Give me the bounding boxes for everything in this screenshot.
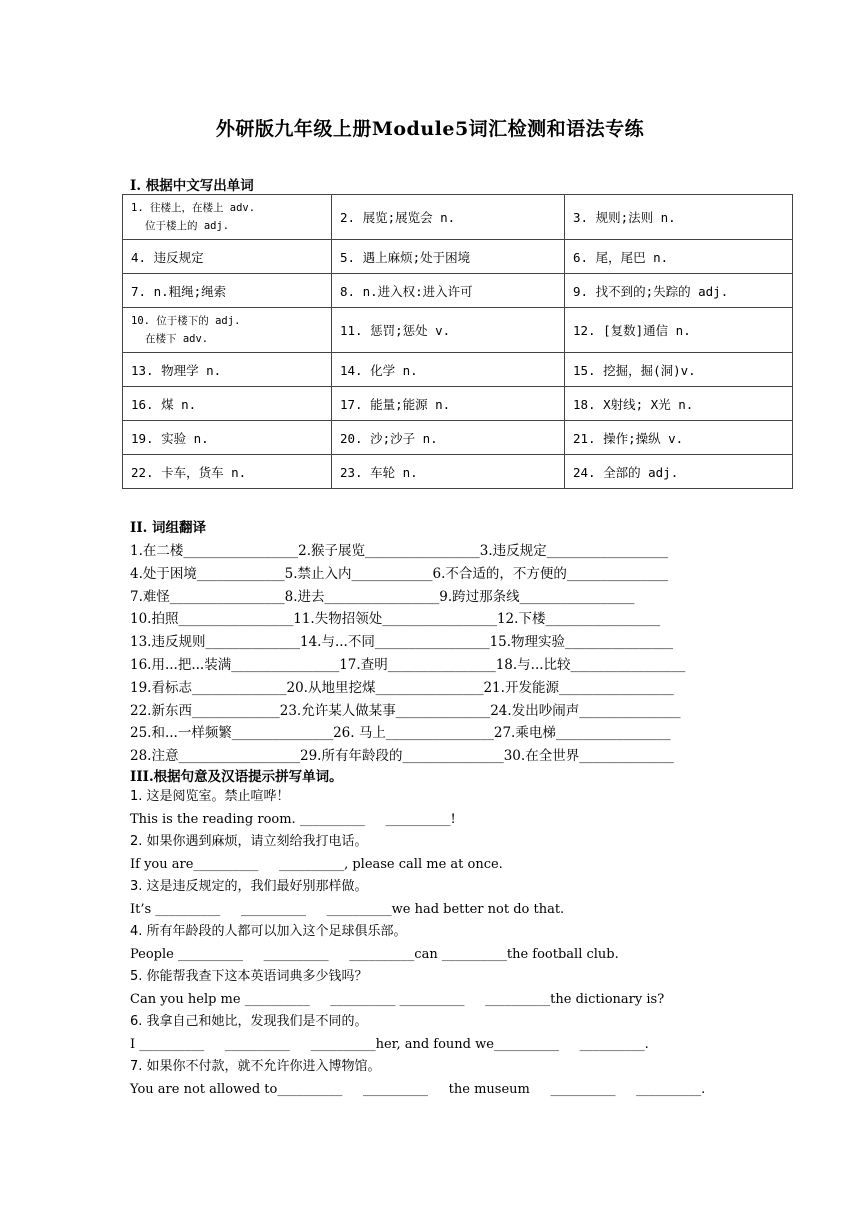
phrase-row [130, 700, 730, 723]
sentence-chinese: 5. 你能帮我查下这本英语词典多少钱吗？ [130, 969, 368, 984]
phrase-item: 27.乘电梯_________________ [493, 725, 671, 742]
vocab-cell: 2. 展览;展览会 n. [332, 195, 565, 240]
vocab-cell: 14. 化学 n. [332, 353, 565, 387]
sentence-english: People __________ __________ __________can __________the football club. [130, 946, 619, 962]
vocab-cell: 8. n.进入权:进入许可 [332, 274, 565, 308]
sentence-list [130, 786, 705, 1101]
page-title: 外研版九年级上册Module5词汇检测和语法专练 [215, 118, 645, 140]
vocab-row [123, 353, 793, 387]
phrase-item: 8.进去_________________ [284, 588, 440, 605]
sentence-chinese: 3. 这是违反规定的，我们最好别那样做。 [130, 879, 368, 894]
phrase-item: 6.不合适的，不方便的_______________ [432, 565, 669, 582]
vocab-cell: 16. 煤 n. [123, 387, 332, 421]
vocab-cell: 13. 物理学 n. [123, 353, 332, 387]
phrase-row [130, 540, 730, 563]
section-1-heading: I. 根据中文写出单词 [130, 178, 254, 194]
vocab-cell: 7. n.粗绳;绳索 [123, 274, 332, 308]
sentence-english: Can you help me __________ __________ __________ __________the dictionary is? [130, 991, 665, 1007]
phrase-row [130, 586, 730, 609]
sentence-english: I __________ __________ __________her, and found we__________ __________. [130, 1036, 649, 1052]
phrase-list [130, 540, 730, 768]
phrase-item: 20.从地里挖煤________________ [286, 679, 484, 696]
sentence-chinese: 4. 所有年龄段的人都可以加入这个足球俱乐部。 [130, 924, 407, 939]
section-3-heading: III.根据句意及汉语提示拼写单词。 [130, 769, 343, 785]
phrase-row [130, 563, 730, 586]
vocab-cell: 12. [复数]通信 n. [565, 308, 793, 353]
vocab-cell: 22. 卡车，货车 n. [123, 455, 332, 489]
vocab-cell: 18. X射线; X光 n. [565, 387, 793, 421]
phrase-item: 2.猴子展览_________________ [298, 543, 480, 559]
sentence-english: If you are__________ __________, please call me at once. [130, 856, 503, 872]
sentence-english: It’s __________ __________ __________we had better not do that. [130, 901, 565, 917]
vocab-row [123, 387, 793, 421]
vocab-cell: 24. 全部的 adj. [565, 455, 793, 489]
phrase-item: 12.下楼_________________ [496, 611, 661, 628]
vocab-row [123, 421, 793, 455]
phrase-item: 17.查明________________ [339, 656, 496, 673]
phrase-item: 30.在全世界______________ [503, 748, 674, 765]
sentence-chinese: 1. 这是阅览室。禁止喧哗！ [130, 789, 290, 804]
phrase-item: 26. 马上________________ [333, 725, 494, 742]
phrase-item: 14.与...不同_________________ [299, 634, 490, 651]
phrase-item: 18.与...比较_________________ [495, 656, 686, 673]
vocab-cell: 11. 惩罚;惩处 v. [332, 308, 565, 353]
sentence-english: You are not allowed to__________ __________ the museum __________ __________. [130, 1081, 706, 1097]
phrase-row [130, 631, 730, 654]
phrase-row [130, 608, 730, 631]
phrase-item: 1.在二楼_________________ [130, 543, 299, 559]
sentence-chinese: 7. 如果你不付款，就不允许你进入博物馆。 [130, 1059, 381, 1074]
phrase-item: 29.所有年龄段的_______________ [299, 748, 504, 765]
vocab-cell-line: 1. 往楼上，在楼上 adv. [131, 202, 256, 214]
section-2-heading: II. 词组翻译 [130, 520, 207, 536]
vocab-cell [123, 308, 332, 353]
vocab-cell: 3. 规则;法则 n. [565, 195, 793, 240]
vocab-row [123, 274, 793, 308]
sentence-chinese: 2. 如果你遇到麻烦，请立刻给我打电话。 [130, 834, 368, 849]
phrase-row [130, 722, 730, 745]
phrase-item: 4.处于困境_____________ [130, 565, 285, 582]
vocab-cell: 6. 尾，尾巴 n. [565, 240, 793, 274]
vocab-cell: 9. 找不到的;失踪的 adj. [565, 274, 793, 308]
phrase-item: 28.注意__________________ [130, 748, 300, 765]
phrase-item: 5.禁止入内____________ [284, 565, 433, 582]
vocab-table [122, 194, 793, 489]
vocab-cell-line: 位于楼上的 adj. [145, 220, 230, 232]
vocab-cell [123, 195, 332, 240]
phrase-item: 21.开发能源_________________ [483, 679, 674, 696]
phrase-item: 16.用...把...装满________________ [130, 656, 340, 673]
phrase-row [130, 677, 730, 700]
vocab-cell: 5. 遇上麻烦;处于困境 [332, 240, 565, 274]
phrase-row [130, 654, 730, 677]
vocab-cell: 19. 实验 n. [123, 421, 332, 455]
phrase-item: 24.发出吵闹声_______________ [490, 702, 681, 719]
vocab-cell: 23. 车轮 n. [332, 455, 565, 489]
phrase-item: 22.新东西_____________ [130, 702, 280, 719]
phrase-item: 11.失物招领处_________________ [293, 611, 497, 628]
vocab-cell: 17. 能量;能源 n. [332, 387, 565, 421]
vocab-cell: 20. 沙;沙子 n. [332, 421, 565, 455]
phrase-item: 23.允许某人做某事______________ [279, 702, 491, 719]
sentence-english: This is the reading room. __________ __________! [130, 811, 456, 827]
vocab-cell: 15. 挖掘，掘(洞)v. [565, 353, 793, 387]
sentence-chinese: 6. 我拿自己和她比，发现我们是不同的。 [130, 1014, 368, 1029]
vocab-row [123, 195, 793, 240]
phrase-item: 7.难怪_________________ [130, 588, 285, 605]
phrase-item: 13.违反规则______________ [130, 634, 300, 651]
vocab-row [123, 240, 793, 274]
phrase-item: 25.和...一样频繁_______________ [130, 725, 334, 742]
vocab-cell-line: 10. 位于楼下的 adj. [131, 315, 241, 327]
vocab-row [123, 455, 793, 489]
phrase-item: 3.违反规定__________________ [479, 543, 669, 559]
vocab-cell: 21. 操作;操纵 v. [565, 421, 793, 455]
vocab-row [123, 308, 793, 353]
phrase-item: 19.看标志______________ [130, 679, 287, 696]
phrase-item: 9.跨过那条线_________________ [439, 588, 635, 605]
vocab-cell: 4. 违反规定 [123, 240, 332, 274]
vocab-cell-line: 在楼下 adv. [145, 333, 209, 345]
phrase-item: 10.拍照_________________ [130, 611, 294, 628]
phrase-item: 15.物理实验________________ [489, 634, 674, 651]
